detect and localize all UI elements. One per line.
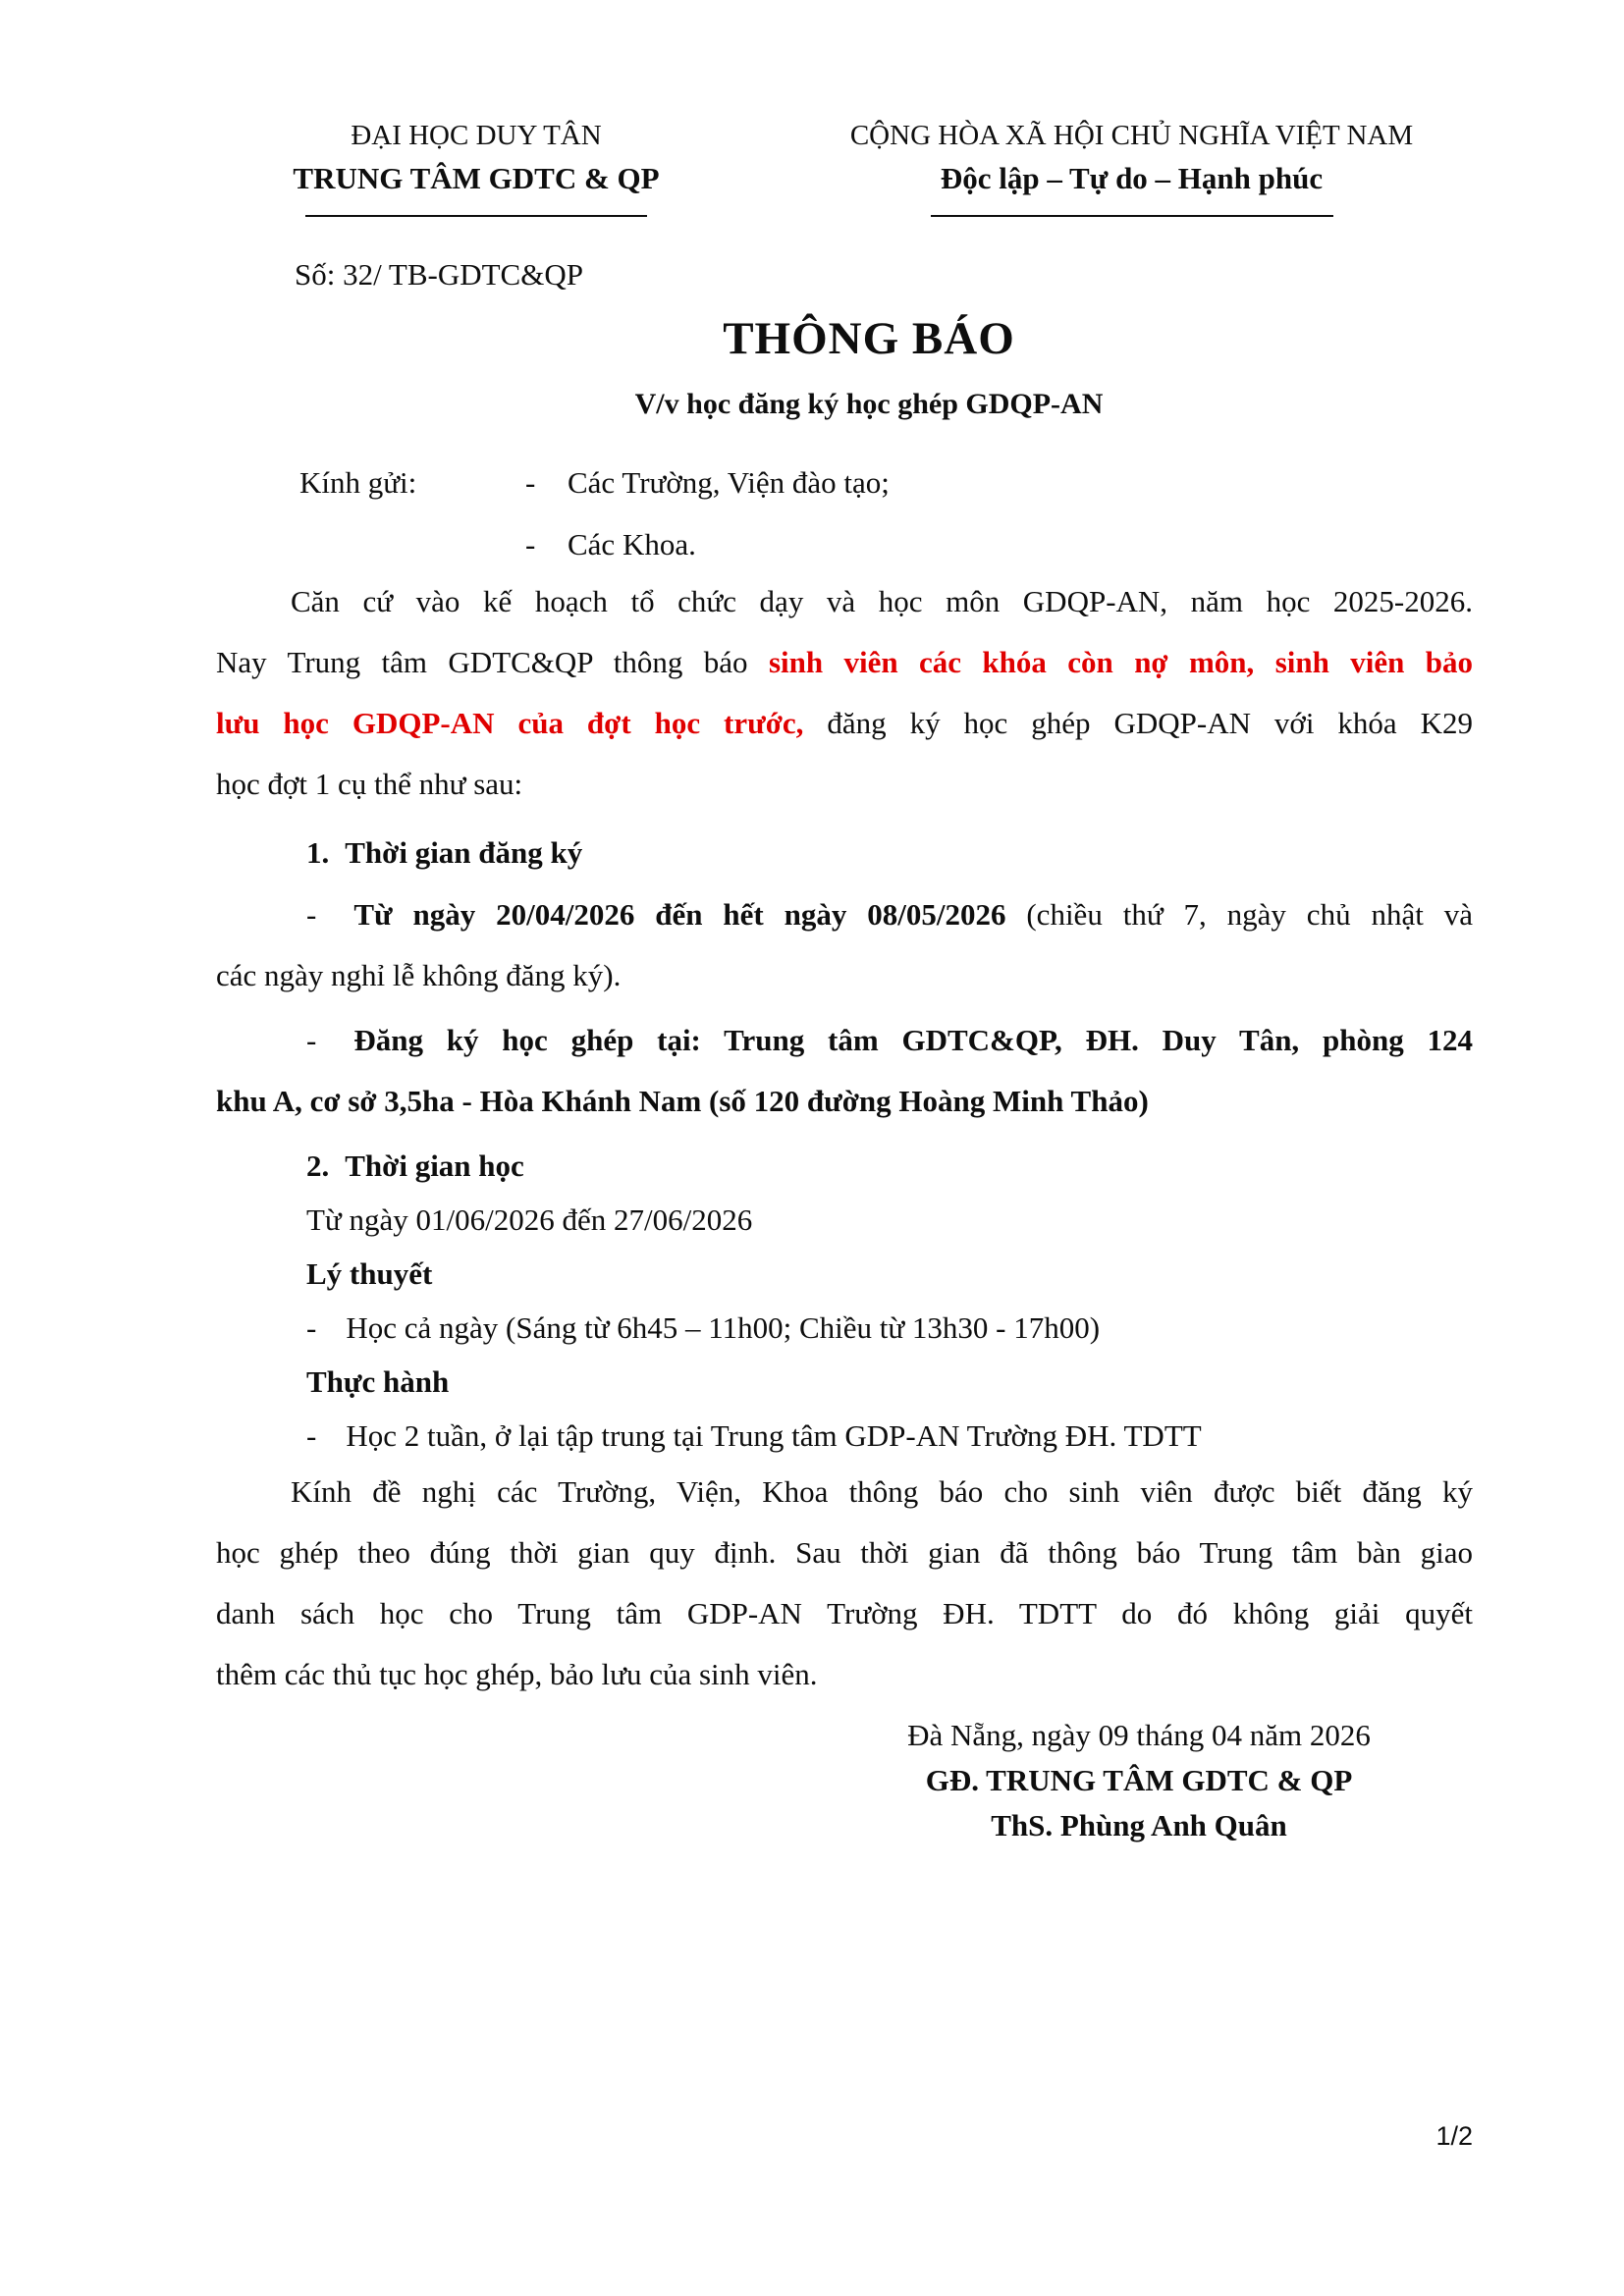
org-name: TRUNG TÂM GDTC & QP [293, 161, 660, 195]
doc-subtitle: V/v học đăng ký học ghép GDQP-AN [634, 388, 1104, 420]
intro-text: Nay Trung tâm GDTC&QP thông báo [216, 645, 769, 679]
signature-place-date: Đà Nẵng, ngày 09 tháng 04 năm 2026 [907, 1718, 1371, 1752]
bullet-line [216, 1010, 1473, 1071]
bullet-rest-text: (chiều thứ 7, ngày chủ nhật và [1005, 897, 1473, 932]
recipients-block [216, 461, 1473, 585]
signature-block [795, 1713, 1483, 1848]
practice-item [216, 1409, 1473, 1463]
header-national-block [781, 116, 1483, 217]
heading-number: 1. [306, 835, 330, 870]
ref-number: Số: 32/ TB-GDTC&QP [295, 257, 583, 292]
intro-line [216, 693, 1473, 754]
section2-heading [216, 1139, 1473, 1193]
signature-title: GĐ. TRUNG TÂM GDTC & QP [925, 1763, 1353, 1797]
page-number: 1/2 [1435, 2121, 1473, 2151]
highlight-red-text: sinh viên các khóa còn nợ môn, sinh viên bảo [768, 645, 1473, 679]
closing-line: học ghép theo đúng thời gian quy định. Sau thời gian đã thông báo Trung tâm bàn giao [216, 1535, 1473, 1570]
bullet-line: khu A, cơ sở 3,5ha - Hòa Khánh Nam (số 120 đường Hoàng Minh Thảo) [216, 1084, 1149, 1118]
recipient-row [216, 461, 1473, 523]
recipient-dash: - [525, 527, 536, 561]
section2-block [216, 1139, 1473, 1463]
recipient-item: Các Trường, Viện đào tạo; [568, 465, 890, 500]
theory-label: Lý thuyết [306, 1256, 433, 1291]
registration-location-bullet [216, 1010, 1473, 1132]
intro-paragraph [216, 571, 1473, 815]
bullet-dash: - [306, 897, 317, 932]
bullet-line [216, 884, 1473, 945]
intro-text: đăng ký học ghép GDQP-AN với khóa K29 [803, 706, 1473, 740]
recipient-item: Các Khoa. [568, 527, 696, 561]
closing-paragraph [216, 1462, 1473, 1705]
bullet-dash: - [306, 1418, 317, 1453]
registration-period-bullet [216, 884, 1473, 1006]
signature-name: ThS. Phùng Anh Quân [991, 1808, 1287, 1842]
heading-text: Thời gian đăng ký [345, 835, 583, 870]
theory-item [216, 1301, 1473, 1355]
header-org-block [137, 116, 815, 217]
bullet-bold-text: Từ ngày 20/04/2026 đến hết ngày 08/05/2026 [353, 897, 1006, 932]
bullet-dash: - [306, 1023, 317, 1057]
theory-item-text: Học cả ngày (Sáng từ 6h45 – 11h00; Chiều từ 13h30 - 17h00) [346, 1310, 1101, 1345]
doc-title: THÔNG BÁO [723, 313, 1015, 364]
bullet-dash: - [306, 1310, 317, 1345]
closing-line: danh sách học cho Trung tâm GDP-AN Trường ĐH. TDTT do đó không giải quyết [216, 1596, 1473, 1630]
practice-item-text: Học 2 tuần, ở lại tập trung tại Trung tâm GDP-AN Trường ĐH. TDTT [346, 1418, 1202, 1453]
org-underline [305, 215, 647, 217]
practice-label: Thực hành [306, 1364, 450, 1399]
section1-heading [216, 823, 1473, 883]
highlight-red-text: lưu học GDQP-AN của đợt học trước, [216, 706, 804, 740]
closing-line: thêm các thủ tục học ghép, bảo lưu của sinh viên. [216, 1657, 818, 1691]
intro-line: Căn cứ vào kế hoạch tổ chức dạy và học môn GDQP-AN, năm học 2025-2026. [291, 584, 1473, 618]
national-motto: Độc lập – Tự do – Hạnh phúc [940, 161, 1324, 195]
motto-underline [931, 215, 1333, 217]
national-title: CỘNG HÒA XÃ HỘI CHỦ NGHĨA VIỆT NAM [849, 120, 1414, 151]
closing-line: Kính đề nghị các Trường, Viện, Khoa thông báo cho sinh viên được biết đăng ký [291, 1474, 1473, 1509]
heading-number: 2. [306, 1148, 330, 1183]
intro-line [216, 632, 1473, 693]
bullet-bold-text: Đăng ký học ghép tại: Trung tâm GDTC&QP, ĐH. Duy Tân, phòng 124 [353, 1023, 1473, 1057]
heading-text: Thời gian học [345, 1148, 524, 1183]
org-parent-name: ĐẠI HỌC DUY TÂN [351, 120, 602, 151]
section2-dates: Từ ngày 01/06/2026 đến 27/06/2026 [306, 1202, 753, 1237]
intro-line: học đợt 1 cụ thể như sau: [216, 767, 523, 801]
recipients-label: Kính gửi: [299, 465, 417, 500]
bullet-line: các ngày nghỉ lễ không đăng ký). [216, 958, 622, 992]
recipient-dash: - [525, 465, 536, 500]
